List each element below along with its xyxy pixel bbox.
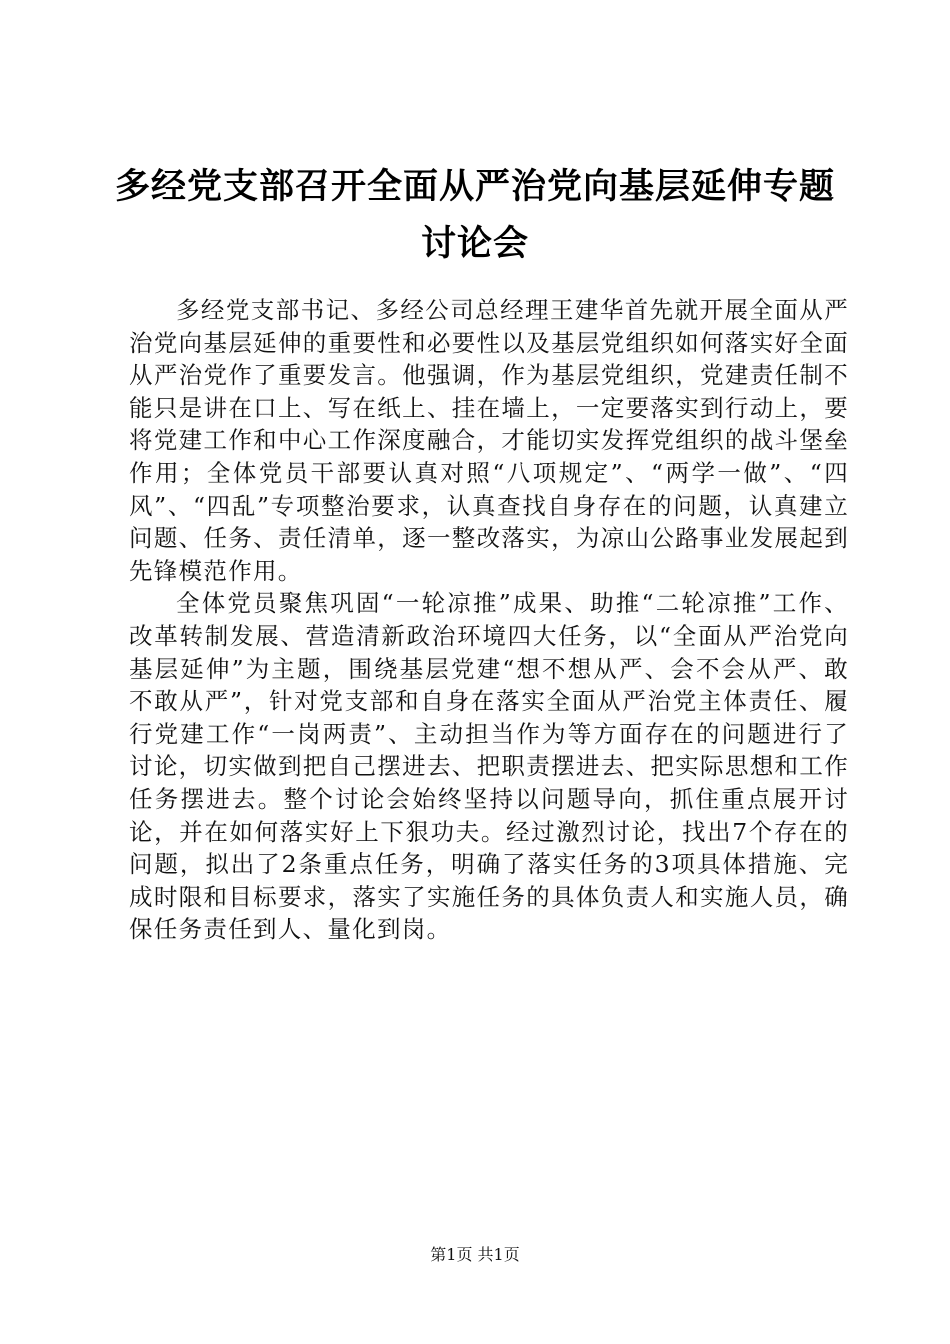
paragraph-2: 全体党员聚焦巩固“一轮凉推”成果、助推“二轮凉推”工作、改革转制发展、营造清新政治环境四大任务，以“全面从严治党向基层延伸”为主题，围绕基层党建“想不想从严、会不会从严、敢不敢从严”，针对党支部和自身在落实全面从严治党主体责任、履行党建工作“一岗两责”、主动担当作为等方面存在的问题进行了讨论，切实做到把自己摆进去、把职责摆进去、把实际思想和工作任务摆进去。整个讨论会始终坚持以问题导向，抓住重点展开讨论，并在如何落实好上下狠功夫。经过激烈讨论，找出7个存在的问题，拟出了2条重点任务，明确了落实任务的3项具体措施、完成时限和目标要求，落实了实施任务的具体负责人和实施人员，确保任务责任到人、量化到岗。 (129, 589, 849, 944)
document-title: 多经党支部召开全面从严治党向基层延伸专题讨论会 (114, 166, 835, 264)
page-indicator: 第1页 共1页 (430, 1245, 520, 1264)
paragraph-1: 多经党支部书记、多经公司总经理王建华首先就开展全面从严治党向基层延伸的重要性和必要性以及基层党组织如何落实好全面从严治党作了重要发言。他强调，作为基层党组织，党建责任制不能只是讲在口上、写在纸上、挂在墙上，一定要落实到行动上，要将党建工作和中心工作深度融合，才能切实发挥党组织的战斗堡垒作用；全体党员干部要认真对照“八项规定”、“两学一做”、“四风”、“四乱”专项整治要求，认真查找自身存在的问题，认真建立问题、任务、责任清单，逐一整改落实，为凉山公路事业发展起到先锋模范作用。 (129, 296, 849, 585)
document-body (129, 294, 849, 946)
